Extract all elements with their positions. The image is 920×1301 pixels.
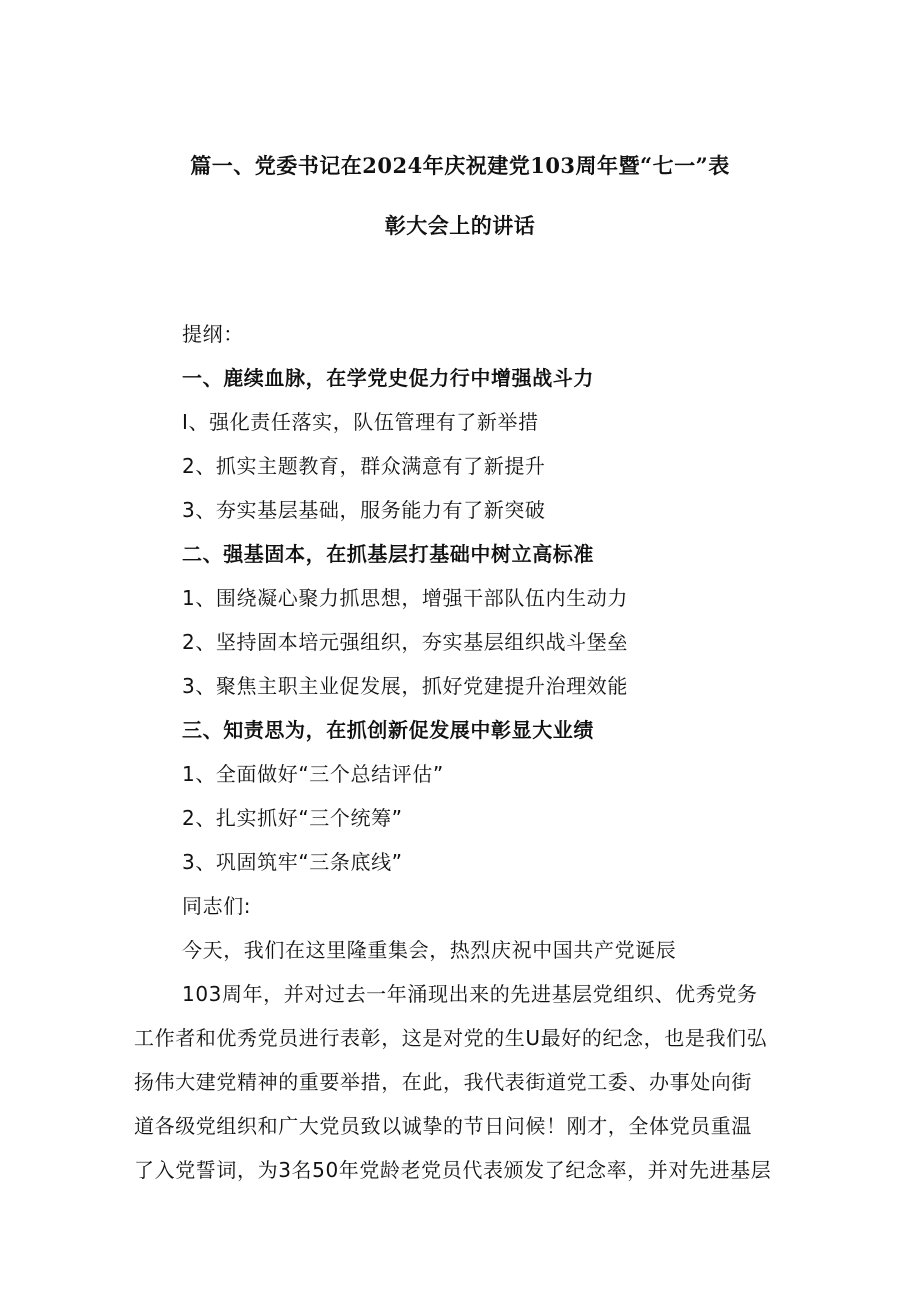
section-2-item-1: 1、围绕凝心聚力抓思想，增强干部队伍内生动力 [182, 586, 628, 610]
body-paragraph-first-line: 今天，我们在这里隆重集会，热烈庆祝中国共产党诞辰 [182, 938, 677, 962]
section-heading-3: 三、知责思为，在抓创新促发展中彰显大业绩 [182, 718, 594, 742]
section-1-item-3: 3、夯实基层基础，服务能力有了新突破 [182, 498, 546, 522]
section-heading-2: 二、强基固本，在抓基层打基础中树立高标准 [182, 542, 594, 566]
section-3-item-2: 2、扎实抓好“三个统筹” [182, 806, 403, 830]
section-1-item-2: 2、抓实主题教育，群众满意有了新提升 [182, 454, 546, 478]
body-paragraph-line: 道各级党组织和广大党员致以诚挚的节日问候！刚才，全体党员重温 [134, 1114, 752, 1138]
section-1-item-1: I、强化责任落实，队伍管理有了新举措 [182, 410, 539, 434]
body-paragraph-line: 103周年，并对过去一年涌现出来的先进基层党组织、优秀党务 [182, 982, 758, 1006]
section-2-item-3: 3、聚焦主职主业促发展，抓好党建提升治理效能 [182, 674, 628, 698]
salutation: 同志们: [182, 894, 252, 918]
outline-label: 提纲： [182, 322, 244, 346]
section-3-item-1: 1、全面做好“三个总结评估” [182, 762, 444, 786]
body-paragraph-line: 了入党誓词，为3名50年党龄老党员代表颁发了纪念率，并对先进基层 [134, 1158, 772, 1182]
section-3-item-3: 3、巩固筑牢“三条底线” [182, 850, 403, 874]
document-title-line-2: 彰大会上的讲话 [384, 213, 536, 238]
body-paragraph-line: 工作者和优秀党员进行表彰，这是对党的生U最好的纪念，也是我们弘 [134, 1026, 768, 1050]
section-heading-1: 一、鹿续血脉，在学党史促力行中增强战斗力 [182, 366, 594, 390]
body-paragraph-line: 扬伟大建党精神的重要举措，在此，我代表街道党工委、办事处向街 [134, 1070, 752, 1094]
document-title-line-1: 篇一、党委书记在2024年庆祝建党103周年暨“七一”表 [190, 153, 730, 178]
section-2-item-2: 2、坚持固本培元强组织，夯实基层组织战斗堡垒 [182, 630, 628, 654]
